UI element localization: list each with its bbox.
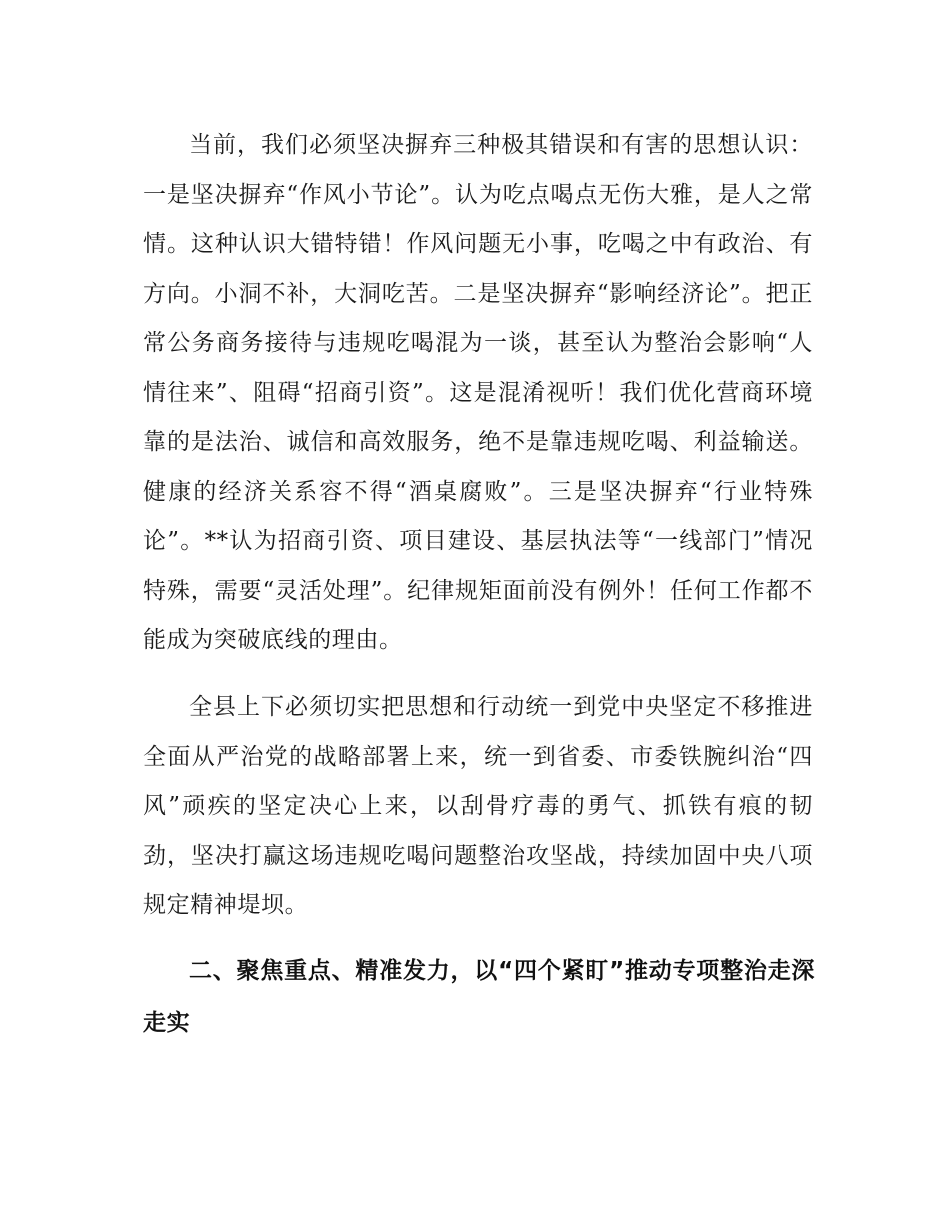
body-paragraph-2: 全县上下必须切实把思想和行动统一到党中央坚定不移推进全面从严治党的战略部署上来，统一到省委、市委铁腕纠治“四风”顽疾的坚定决心上来，以刮骨疗毒的勇气、抓铁有痕的韧劲，坚决打赢这场违规吃喝问题整治攻坚战，持续加固中央八项规定精神堤坝。: [143, 694, 813, 918]
section-heading: 二、聚焦重点、精准发力，以“四个紧盯”推动专项整治走深走实: [143, 958, 815, 1036]
body-paragraph-1: 当前，我们必须坚决摒弃三种极其错误和有害的思想认识：一是坚决摒弃“作风小节论”。认为吃点喝点无伤大雅，是人之常情。这种认识大错特错！作风问题无小事，吃喝之中有政治、有方向。小洞不补，大洞吃苦。二是坚决摒弃“影响经济论”。把正常公务商务接待与违规吃喝混为一谈，甚至认为整治会影响“人情往来”、阻碍“招商引资”。这是混淆视听！我们优化营商环境靠的是法治、诚信和高效服务，绝不是靠违规吃喝、利益输送。健康的经济关系容不得“酒桌腐败”。三是坚决摒弃“行业特殊论”。**认为招商引资、项目建设、基层执法等“一线部门”情况特殊，需要“灵活处理”。纪律规矩面前没有例外！任何工作都不能成为突破底线的理由。: [143, 132, 813, 653]
